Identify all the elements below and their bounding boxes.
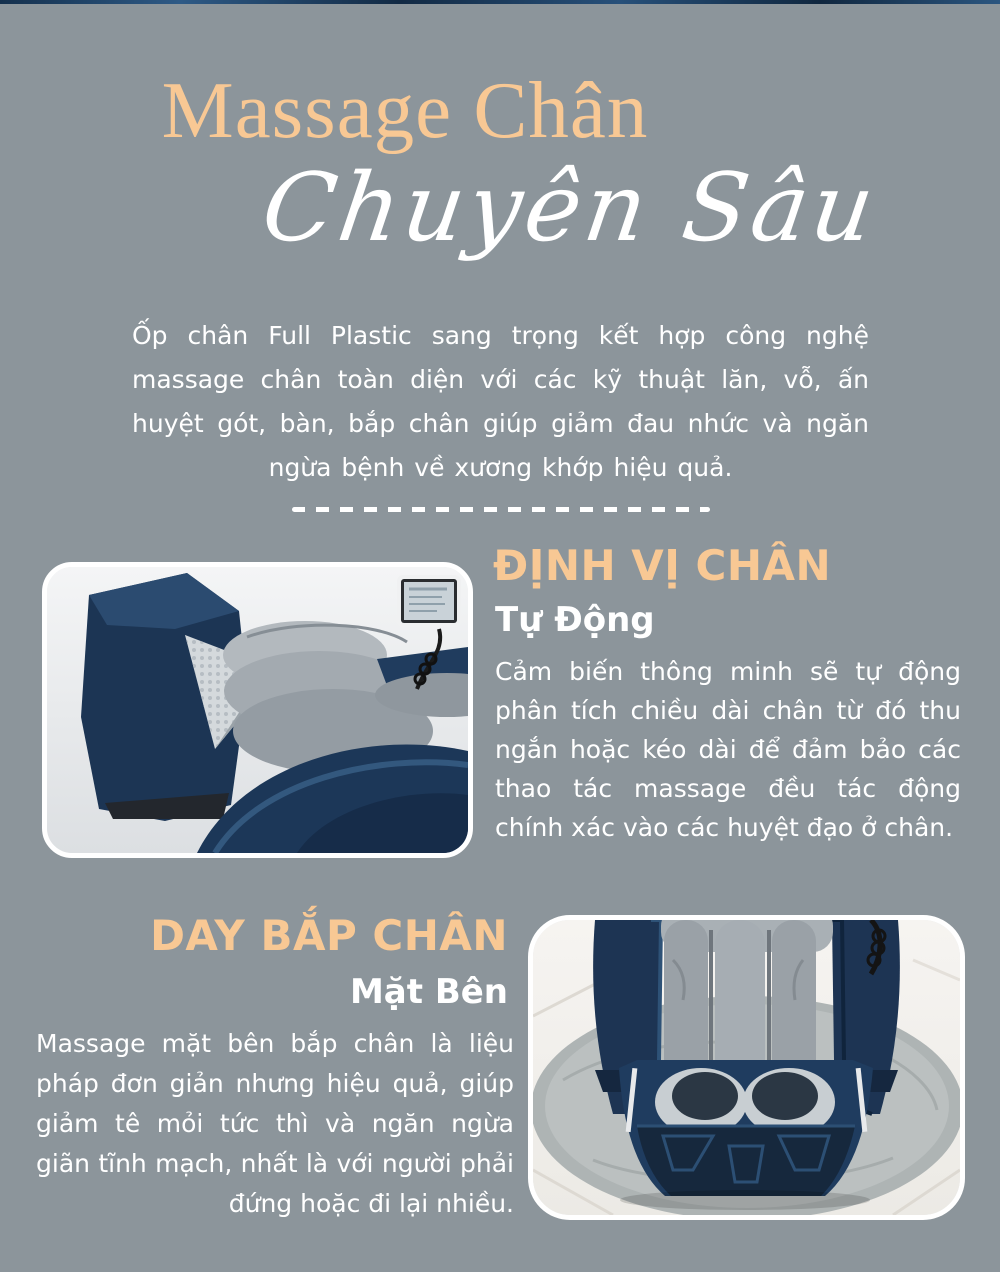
section-image-calf-massage: [528, 915, 965, 1220]
section2-heading: DAY BẮP CHÂN: [150, 911, 508, 960]
section-image-foot-positioning: [42, 562, 473, 858]
section1-body: Cảm biến thông minh sẽ tự động phân tích chiều dài chân từ đó thu ngắn hoặc kéo dài để đảm bảo các thao tác massage đều tác động chính xác vào các huyệt đạo ở chân.: [495, 657, 961, 842]
section1-subheading: Tự Động: [495, 600, 655, 640]
section2-body: Massage mặt bên bắp chân là liệu pháp đơn giản nhưng hiệu quả, giúp giảm tê mỏi tức thì và ngăn ngừa giãn tĩnh mạch, nhất là với người phải đứng hoặc đi lại nhiều.: [36, 1029, 514, 1218]
massage-chair-legrest-illustration: [47, 567, 468, 853]
subtitle-script: Chuyên Sâu: [255, 154, 885, 263]
top-edge-strip: [0, 0, 1000, 4]
section2-subheading: Mặt Bên: [349, 972, 508, 1012]
main-title: Massage Chân: [161, 65, 649, 155]
massage-chair-front-illustration: [533, 920, 960, 1215]
intro-paragraph: Ốp chân Full Plastic sang trọng kết hợp công nghệ massage chân toàn diện với các kỹ thuật lăn, vỗ, ấn huyệt gót, bàn, bắp chân giúp giảm đau nhức và ngăn ngừa bệnh về xương khớp hiệu quả.: [132, 321, 869, 482]
dashed-divider: [292, 507, 710, 512]
section1-heading: ĐỊNH VỊ CHÂN: [493, 541, 832, 590]
